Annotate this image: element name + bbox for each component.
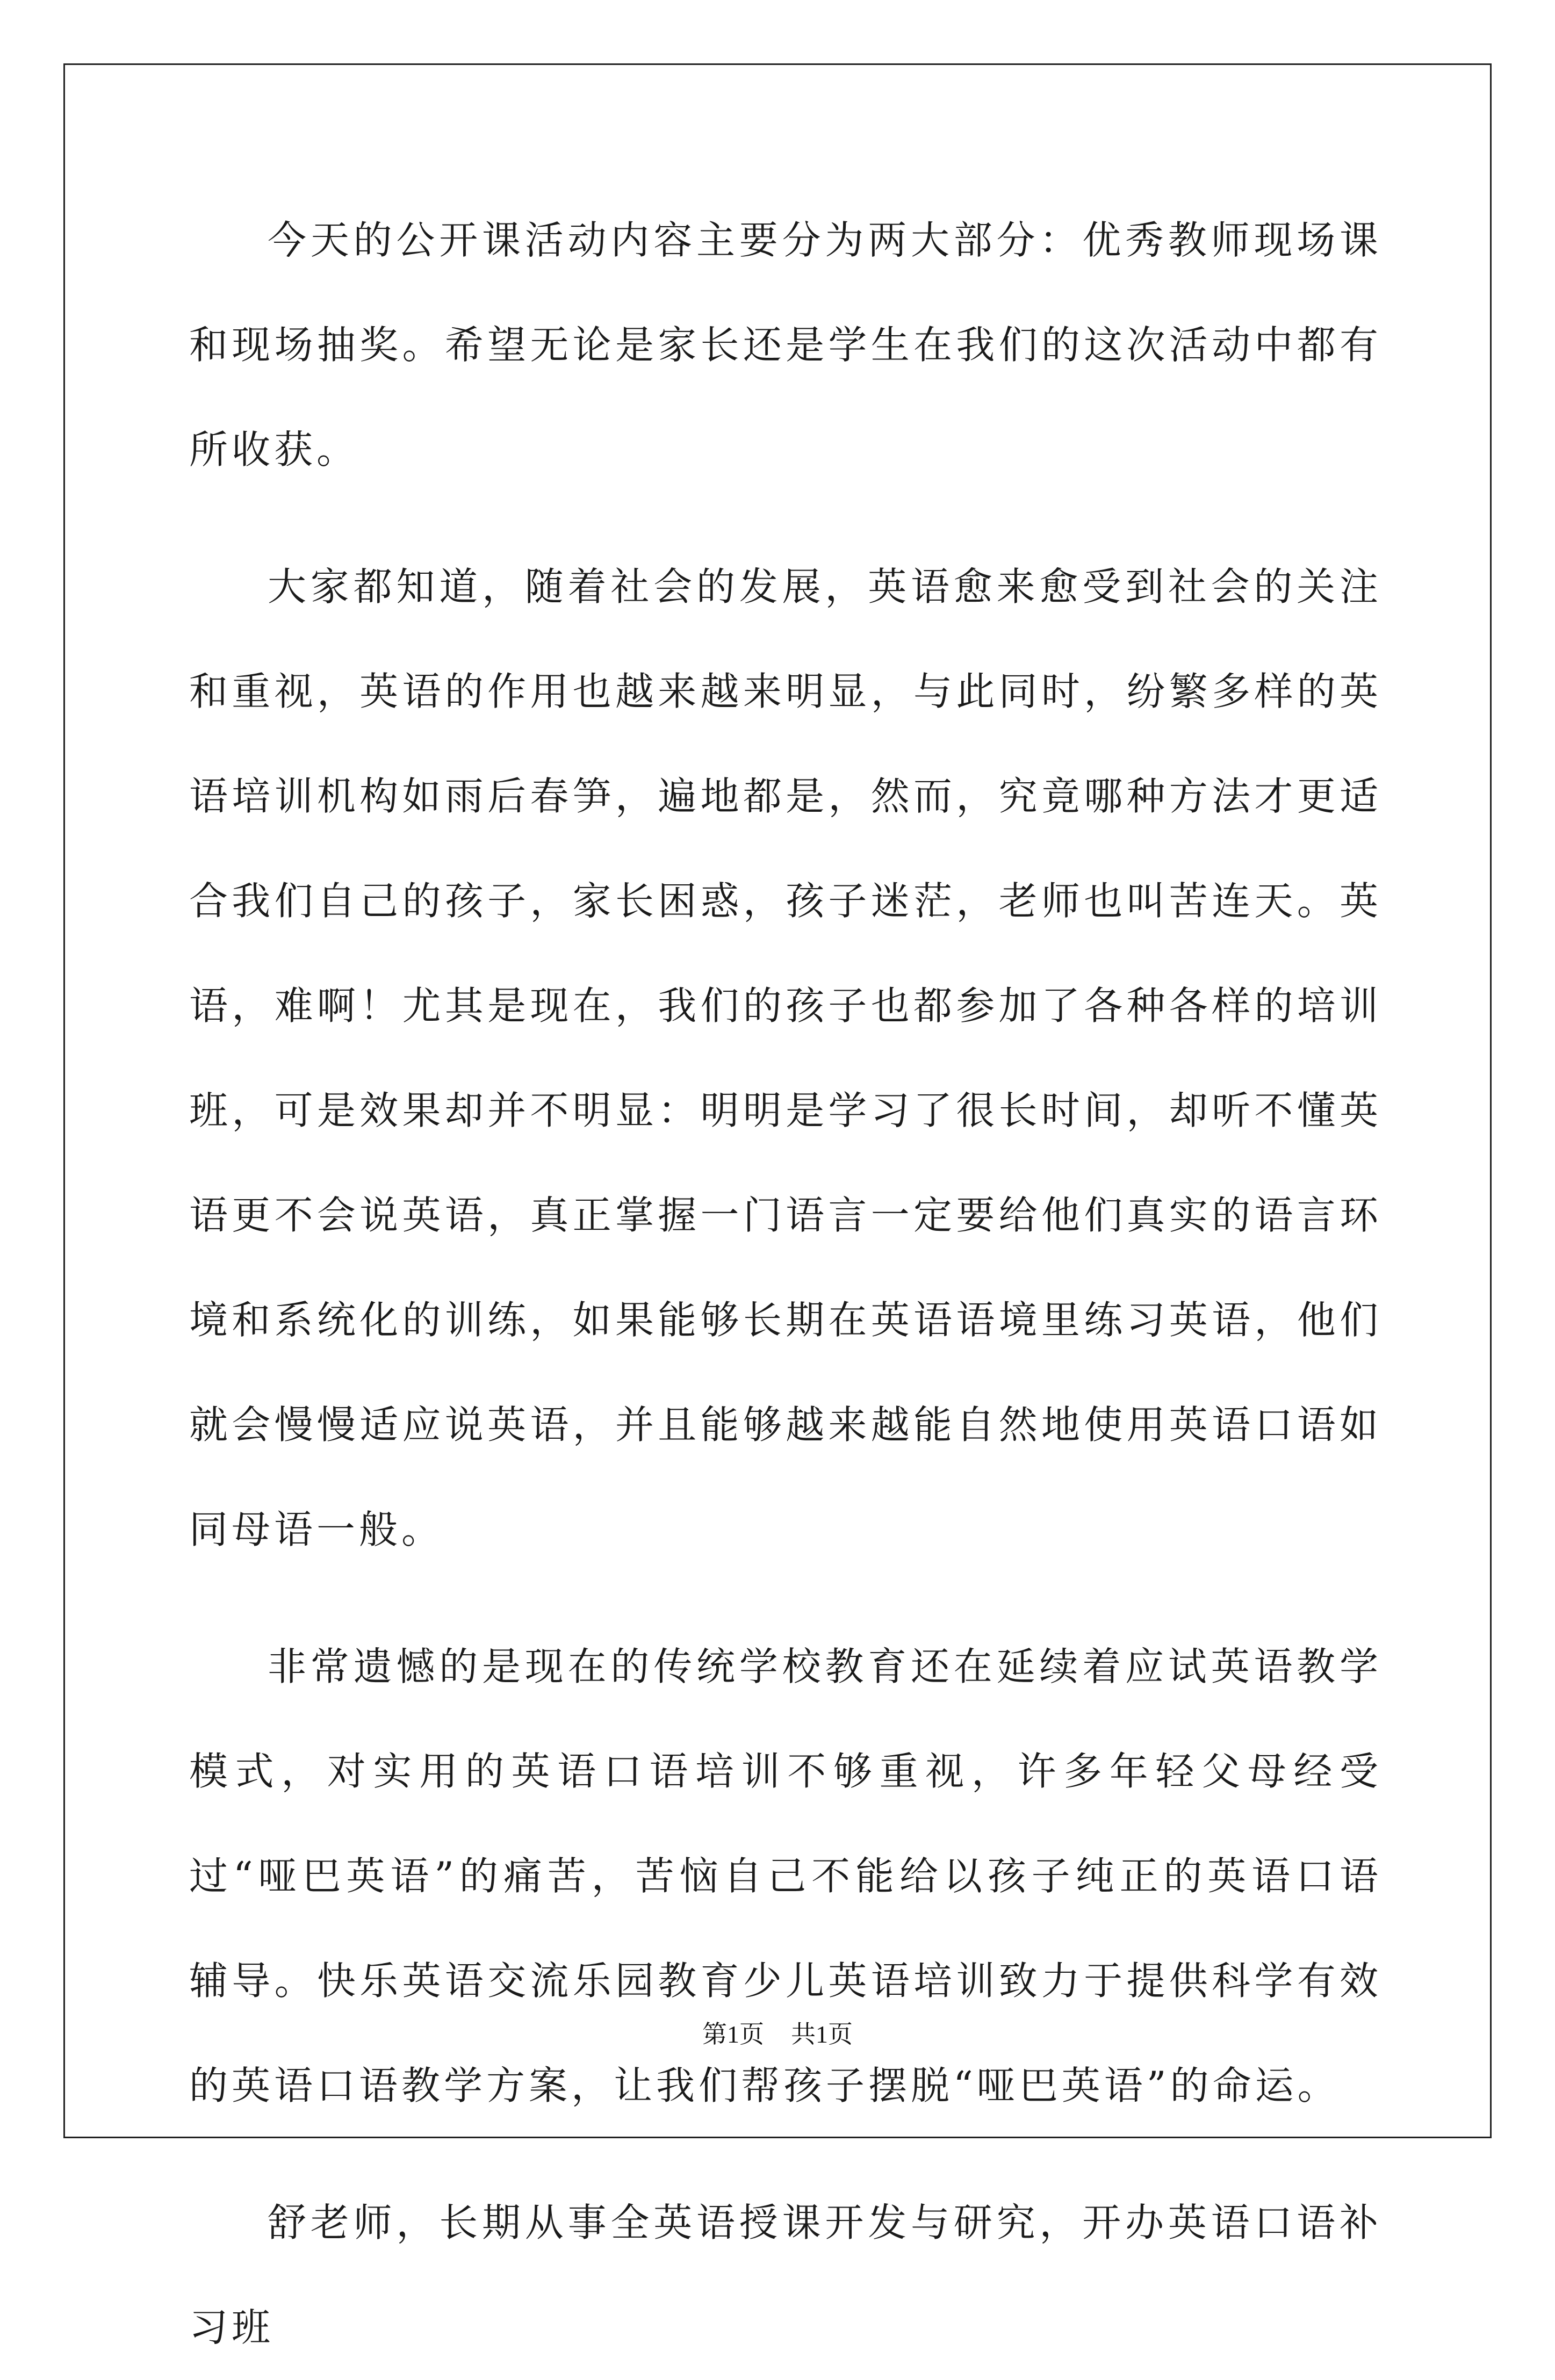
paragraph-problem: 非常遗憾的是现在的传统学校教育还在延续着应试英语教学模式，对实用的英语口语培训不够重视，许多年轻父母经受过“哑巴英语”的痛苦，苦恼自己不能给以孩子纯正的英语口语辅导。快乐英语交流乐园教育少儿英语培训致力于提供科学有效的英语口语教学方案，让我们帮孩子摆脱“哑巴英语”的命运。	[189, 1644, 1382, 2108]
page-footer	[0, 2015, 1555, 2050]
page-number: 第1页	[702, 2021, 764, 2048]
paragraph-intro: 今天的公开课活动内容主要分为两大部分：优秀教师现场课和现场抽奖。希望无论是家长还是学生在我们的这次活动中都有所收获。	[189, 218, 1382, 472]
paragraph-teacher: 舒老师，长期从事全英语授课开发与研究，开办英语口语补习班	[189, 2200, 1382, 2350]
paragraph-background: 大家都知道，随着社会的发展，英语愈来愈受到社会的关注和重视，英语的作用也越来越来明显，与此同时，纷繁多样的英语培训机构如雨后春笋，遍地都是，然而，究竟哪种方法才更适合我们自己的孩子，家长困惑，孩子迷茫，老师也叫苦连天。英语，难啊！尤其是现在，我们的孩子也都参加了各种各样的培训班，可是效果却并不明显：明明是学习了很长时间，却听不懂英语更不会说英语，真正掌握一门语言一定要给他们真实的语言环境和系统化的训练，如果能够长期在英语语境里练习英语，他们就会慢慢适应说英语，并且能够越来越能自然地使用英语口语如同母语一般。	[189, 564, 1382, 1552]
document-body	[189, 188, 1382, 2380]
page-total: 共1页	[791, 2021, 853, 2048]
